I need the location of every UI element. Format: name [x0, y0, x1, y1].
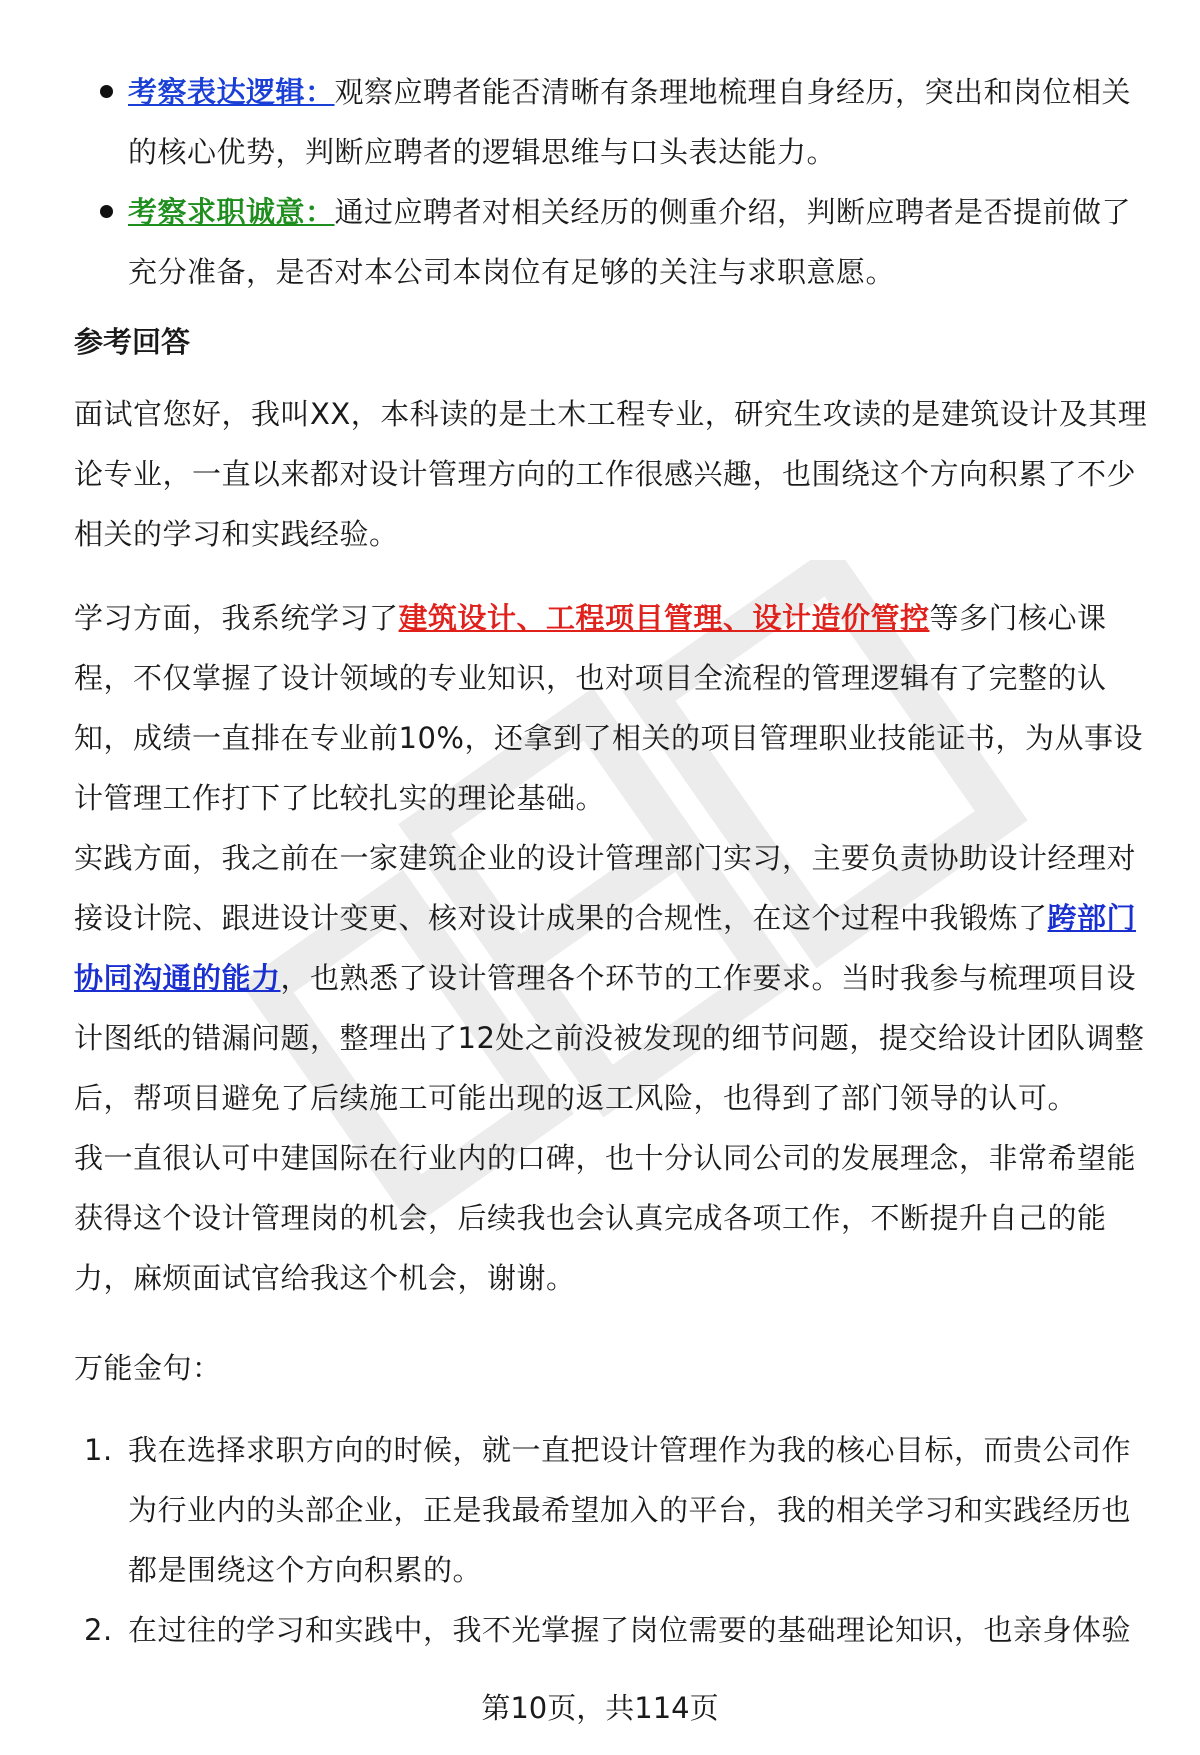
- criteria-item: [74, 62, 1154, 182]
- golden-item-number: 1.: [84, 1433, 113, 1467]
- criteria-text: 观察应聘者能否清晰有条理地梳理自身经历，突出和岗位相关的核心优势，判断应聘者的逻辑思维与口头表达能力。: [128, 75, 1132, 169]
- closing-paragraph: 我一直很认可中建国际在行业内的口碑，也十分认同公司的发展理念，非常希望能获得这个设计管理岗的机会，后续我也会认真完成各项工作，不断提升自己的能力，麻烦面试官给我这个机会，谢谢。: [74, 1141, 1137, 1295]
- practice-highlight: 跨部门协同沟通的能力: [74, 901, 1137, 995]
- golden-item-number: 2.: [84, 1613, 113, 1647]
- content: [74, 62, 1154, 1660]
- study-paragraph: [74, 588, 1154, 828]
- study-text-after: 等多门核心课程，不仅掌握了设计领域的专业知识，也对项目全流程的管理逻辑有了完整的认知，成绩一直排在专业前10%，还拿到了相关的项目管理职业技能证书，为从事设计管理工作打下了比较扎实的理论基础。: [74, 601, 1143, 815]
- study-highlight: 建筑设计、工程项目管理、设计造价管控: [398, 601, 930, 635]
- page-footer: 第10页，共114页: [481, 1691, 719, 1725]
- criteria-text: 通过应聘者对相关经历的侧重介绍，判断应聘者是否提前做了充分准备，是否对本公司本岗位有足够的关注与求职意愿。: [128, 195, 1132, 289]
- study-text-before: 学习方面，我系统学习了: [74, 601, 399, 635]
- practice-paragraph: [74, 828, 1154, 1128]
- golden-label: 万能金句：: [74, 1351, 222, 1385]
- golden-item-text: 我在选择求职方向的时候，就一直把设计管理作为我的核心目标，而贵公司作为行业内的头部企业，正是我最希望加入的平台，我的相关学习和实践经历也都是围绕这个方向积累的。: [128, 1433, 1132, 1587]
- golden-item-text: 在过往的学习和实践中，我不光掌握了岗位需要的基础理论知识，也亲身体验: [128, 1613, 1132, 1647]
- criteria-list: [74, 62, 1154, 302]
- section-heading: 参考回答: [74, 325, 191, 359]
- practice-text-before: 实践方面，我之前在一家建筑企业的设计管理部门实习，主要负责协助设计经理对接设计院、跟进设计变更、核对设计成果的合规性，在这个过程中我锻炼了: [74, 841, 1137, 935]
- golden-item: [74, 1420, 1154, 1600]
- criteria-keyword: 考察求职诚意：: [128, 195, 335, 229]
- criteria-item: [74, 182, 1154, 302]
- criteria-keyword: 考察表达逻辑：: [128, 75, 335, 109]
- intro-paragraph: 面试官您好，我叫XX，本科读的是土木工程专业，研究生攻读的是建筑设计及其理论专业，一直以来都对设计管理方向的工作很感兴趣，也围绕这个方向积累了不少相关的学习和实践经验。: [74, 397, 1148, 551]
- golden-list: [74, 1420, 1154, 1660]
- practice-text-after: ，也熟悉了设计管理各个环节的工作要求。当时我参与梳理项目设计图纸的错漏问题，整理出了12处之前没被发现的细节问题，提交给设计团队调整后，帮项目避免了后续施工可能出现的返工风险，也得到了部门领导的认可。: [74, 961, 1145, 1115]
- golden-item: [74, 1600, 1154, 1660]
